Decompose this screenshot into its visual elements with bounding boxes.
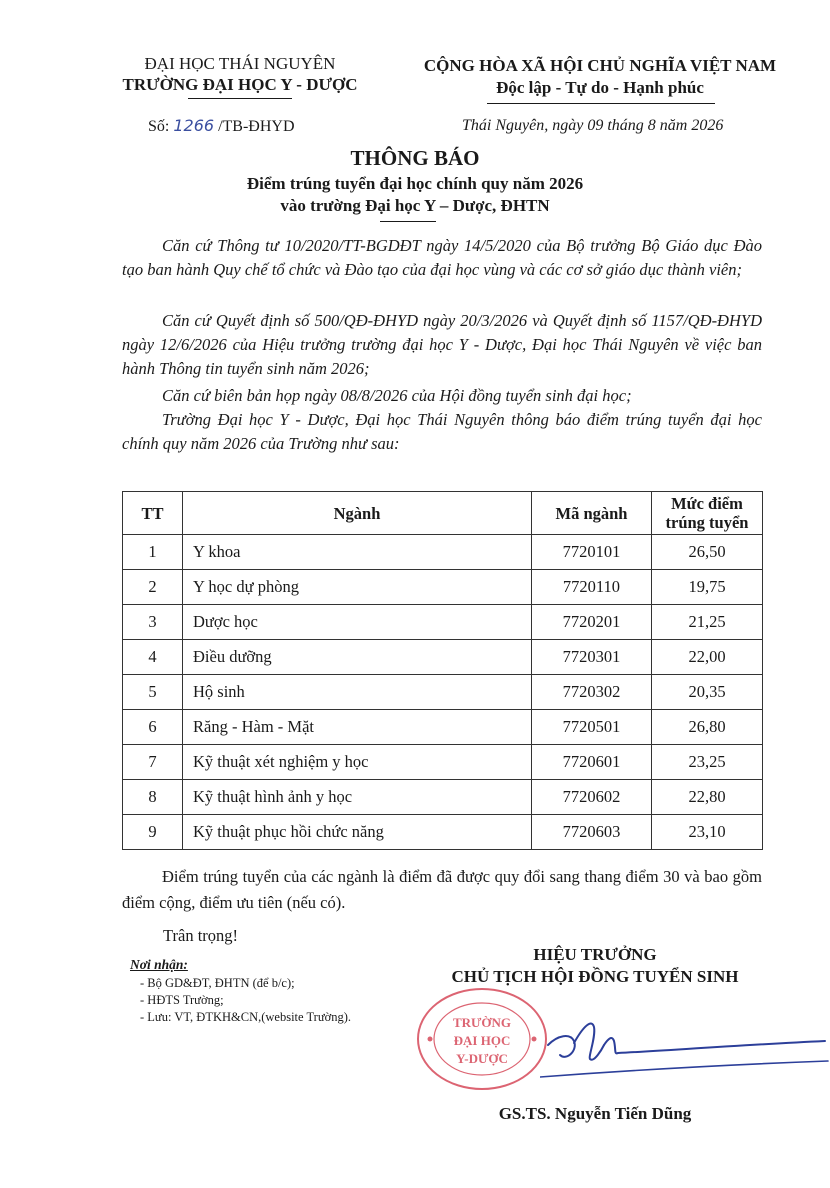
cell-score: 26,50 bbox=[652, 535, 763, 570]
cell-tt: 6 bbox=[123, 710, 183, 745]
cell-major: Hộ sinh bbox=[183, 675, 532, 710]
number-suffix: /TB-ĐHYD bbox=[214, 118, 295, 135]
table-row bbox=[123, 710, 763, 745]
cell-tt: 7 bbox=[123, 745, 183, 780]
header-tt: TT bbox=[123, 492, 183, 535]
cell-score: 23,10 bbox=[652, 815, 763, 850]
signer-name: GS.TS. Nguyễn Tiến Dũng bbox=[498, 1104, 692, 1123]
national-title: CỘNG HÒA XÃ HỘI CHỦ NGHĨA VIỆT NAM bbox=[423, 56, 777, 75]
table-row bbox=[123, 815, 763, 850]
paragraph-4: Trường Đại học Y - Dược, Đại học Thái Nguyên thông báo điểm trúng tuyển đại học chính quy năm 2026 của Trường như sau: bbox=[122, 410, 762, 453]
cell-score: 22,80 bbox=[652, 780, 763, 815]
signature-title-1: HIỆU TRƯỞNG bbox=[533, 945, 657, 964]
table-row bbox=[123, 745, 763, 780]
cell-score: 21,25 bbox=[652, 605, 763, 640]
document-date: Thái Nguyên, ngày 09 tháng 8 năm 2026 bbox=[462, 117, 724, 134]
paragraph-3: Căn cứ biên bản họp ngày 08/8/2026 của Hội đồng tuyển sinh đại học; bbox=[162, 386, 632, 405]
handwritten-signature bbox=[540, 1005, 830, 1085]
table-row bbox=[123, 535, 763, 570]
cell-major: Y học dự phòng bbox=[183, 570, 532, 605]
closing: Trân trọng! bbox=[163, 926, 239, 945]
cell-code: 7720603 bbox=[532, 815, 652, 850]
cell-code: 7720501 bbox=[532, 710, 652, 745]
org-parent: ĐẠI HỌC THÁI NGUYÊN bbox=[144, 54, 336, 73]
header-score: Mức điểm trúng tuyển bbox=[652, 492, 763, 535]
cell-major: Kỹ thuật xét nghiệm y học bbox=[183, 745, 532, 780]
subtitle-underline bbox=[380, 221, 436, 222]
header-major: Ngành bbox=[183, 492, 532, 535]
table-row bbox=[123, 675, 763, 710]
cell-tt: 8 bbox=[123, 780, 183, 815]
header-code: Mã ngành bbox=[532, 492, 652, 535]
recipients-label: Nơi nhận: bbox=[130, 957, 188, 972]
cell-tt: 9 bbox=[123, 815, 183, 850]
document-number bbox=[148, 116, 295, 136]
number-prefix: Số: bbox=[148, 118, 174, 135]
table-header-row bbox=[123, 492, 763, 535]
cell-major: Y khoa bbox=[183, 535, 532, 570]
cell-score: 26,80 bbox=[652, 710, 763, 745]
stamp-line-3: Y-DƯỢC bbox=[456, 1051, 508, 1066]
paragraph-1: Căn cứ Thông tư 10/2020/TT-BGDĐT ngày 14/5/2020 của Bộ trưởng Bộ Giáo dục Đào tạo ban hành Quy chế tổ chức và Đào tạo của đại học vùng và các cơ sở giáo dục thành viên; bbox=[122, 236, 762, 279]
cell-code: 7720301 bbox=[532, 640, 652, 675]
document-subtitle-2: vào trường Đại học Y – Dược, ĐHTN bbox=[280, 196, 550, 215]
cell-code: 7720101 bbox=[532, 535, 652, 570]
cell-major: Điều dưỡng bbox=[183, 640, 532, 675]
cell-code: 7720601 bbox=[532, 745, 652, 780]
table-row bbox=[123, 570, 763, 605]
cell-code: 7720110 bbox=[532, 570, 652, 605]
document-title: THÔNG BÁO bbox=[350, 146, 480, 170]
table-row bbox=[123, 640, 763, 675]
cell-tt: 1 bbox=[123, 535, 183, 570]
number-handwritten: 1266 bbox=[173, 116, 215, 135]
score-note: Điểm trúng tuyển của các ngành là điểm đã được quy đổi sang thang điểm 30 và bao gồm điểm cộng, điểm ưu tiên (nếu có). bbox=[122, 867, 762, 912]
cell-tt: 2 bbox=[123, 570, 183, 605]
table-row bbox=[123, 780, 763, 815]
cell-code: 7720302 bbox=[532, 675, 652, 710]
stamp-line-2: ĐẠI HỌC bbox=[453, 1033, 511, 1048]
recipient-item: - HĐTS Trường; bbox=[140, 993, 224, 1007]
document-subtitle-1: Điểm trúng tuyển đại học chính quy năm 2026 bbox=[246, 174, 584, 193]
cell-major: Răng - Hàm - Mặt bbox=[183, 710, 532, 745]
cell-code: 7720201 bbox=[532, 605, 652, 640]
national-motto: Độc lập - Tự do - Hạnh phúc bbox=[496, 78, 704, 97]
cell-tt: 3 bbox=[123, 605, 183, 640]
org-underline bbox=[188, 98, 292, 99]
cell-score: 23,25 bbox=[652, 745, 763, 780]
cell-score: 20,35 bbox=[652, 675, 763, 710]
signature-title-2: CHỦ TỊCH HỘI ĐỒNG TUYỂN SINH bbox=[451, 967, 739, 986]
recipient-item: - Lưu: VT, ĐTKH&CN,(website Trường). bbox=[140, 1010, 352, 1024]
stamp-line-1: TRƯỜNG bbox=[452, 1015, 512, 1030]
cell-tt: 5 bbox=[123, 675, 183, 710]
table-row bbox=[123, 605, 763, 640]
recipient-item: - Bộ GD&ĐT, ĐHTN (để b/c); bbox=[140, 976, 295, 990]
org-name: TRƯỜNG ĐẠI HỌC Y - DƯỢC bbox=[122, 75, 358, 94]
cell-major: Kỹ thuật hình ảnh y học bbox=[183, 780, 532, 815]
cell-score: 19,75 bbox=[652, 570, 763, 605]
scores-table bbox=[122, 491, 763, 850]
cell-code: 7720602 bbox=[532, 780, 652, 815]
cell-score: 22,00 bbox=[652, 640, 763, 675]
motto-underline bbox=[487, 103, 715, 104]
cell-major: Kỹ thuật phục hồi chức năng bbox=[183, 815, 532, 850]
official-stamp bbox=[412, 985, 552, 1093]
cell-tt: 4 bbox=[123, 640, 183, 675]
paragraph-2: Căn cứ Quyết định số 500/QĐ-ĐHYD ngày 20/3/2026 và Quyết định số 1157/QĐ-ĐHYD ngày 12/6/2026 của Hiệu trưởng trường đại học Y - Dược, Đại học Thái Nguyên về việc ban hành Thông tin tuyển sinh năm 2026; bbox=[122, 311, 762, 378]
cell-major: Dược học bbox=[183, 605, 532, 640]
